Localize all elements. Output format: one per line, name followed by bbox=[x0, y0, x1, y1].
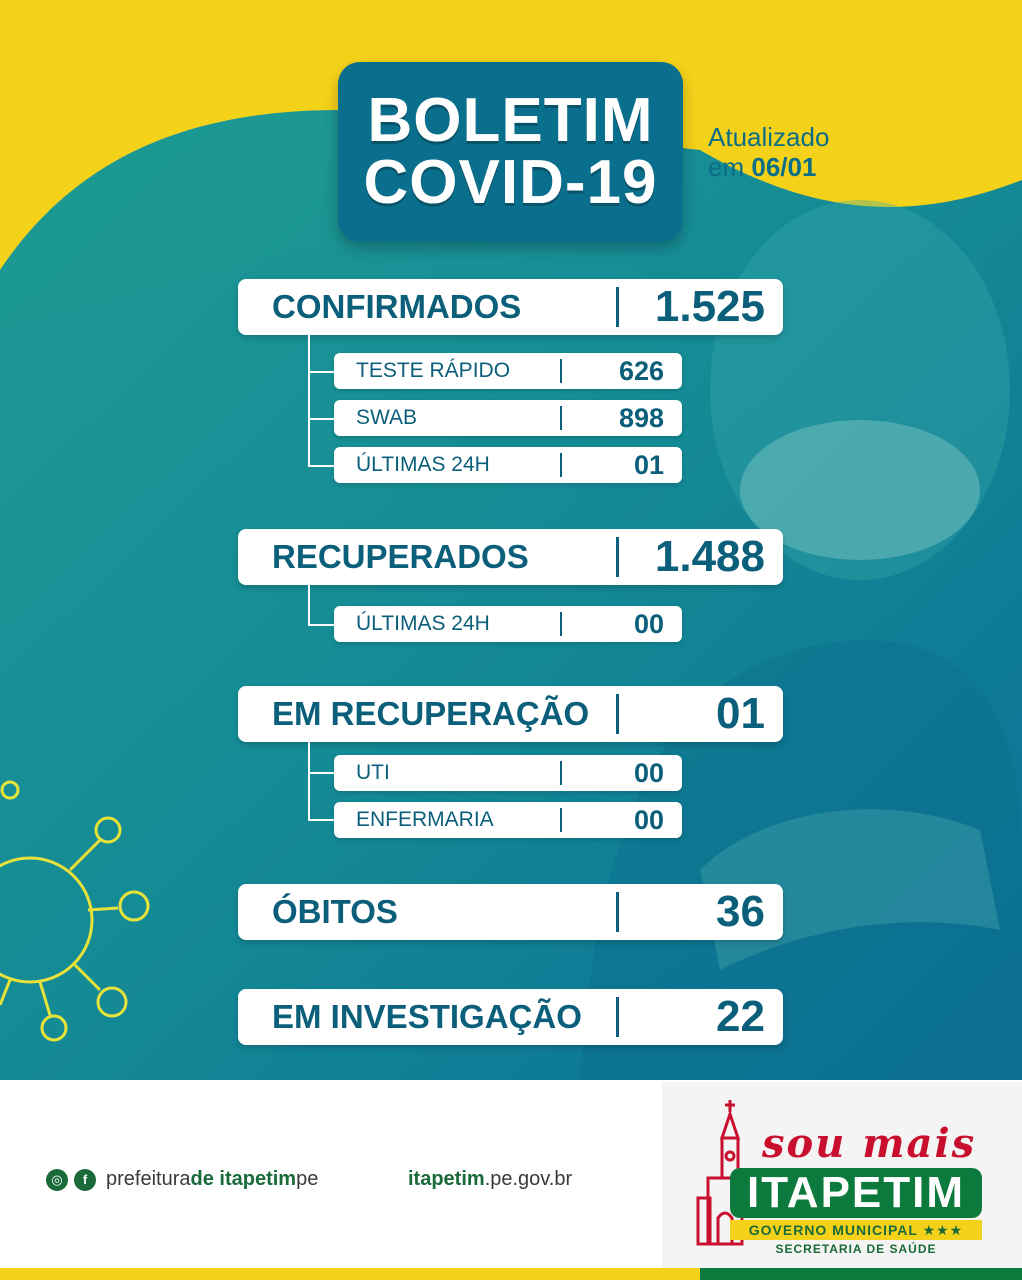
stat-label: RECUPERADOS bbox=[272, 538, 529, 575]
divider bbox=[560, 406, 562, 430]
tree-line bbox=[308, 585, 310, 625]
social-links bbox=[46, 1168, 318, 1191]
social-handle[interactable]: prefeiturade itapetimpe bbox=[106, 1168, 319, 1190]
stat-em-recuperacao bbox=[238, 686, 783, 742]
stat-value: 36 bbox=[716, 887, 765, 936]
divider bbox=[616, 997, 619, 1037]
footer-stripe-green bbox=[700, 1268, 1022, 1280]
divider bbox=[616, 694, 619, 734]
sub-stat-label: SWAB bbox=[356, 406, 418, 429]
tree-line bbox=[308, 742, 310, 820]
stat-value: 1.488 bbox=[654, 532, 765, 581]
sub-stat-swab bbox=[334, 400, 682, 436]
sub-stat-value: 00 bbox=[633, 758, 664, 788]
title-line-2: COVID-19 bbox=[363, 148, 658, 217]
sub-stat-value: 00 bbox=[633, 805, 664, 835]
divider bbox=[560, 808, 562, 832]
sub-stat-label: UTI bbox=[356, 761, 390, 784]
sub-stat-ultimas-24h bbox=[334, 447, 682, 483]
stat-value: 22 bbox=[716, 992, 765, 1041]
divider bbox=[560, 612, 562, 636]
sub-stat-value: 626 bbox=[618, 356, 664, 386]
stat-label: EM RECUPERAÇÃO bbox=[272, 695, 590, 732]
instagram-icon[interactable]: ◎ bbox=[46, 1169, 68, 1191]
sub-stat-enfermaria bbox=[334, 802, 682, 838]
sub-stat-teste-rapido bbox=[334, 353, 682, 389]
tree-line bbox=[308, 335, 310, 466]
sub-stat-value: 00 bbox=[633, 609, 664, 639]
site-domain-bold: itapetim bbox=[408, 1168, 485, 1190]
divider bbox=[616, 287, 619, 327]
stat-value: 1.525 bbox=[654, 282, 765, 331]
divider bbox=[560, 453, 562, 477]
sub-stat-uti bbox=[334, 755, 682, 791]
sub-stat-ultimas-24h bbox=[334, 606, 682, 642]
divider bbox=[560, 761, 562, 785]
logo-government: GOVERNO MUNICIPAL ★★★ bbox=[730, 1220, 982, 1240]
stat-label: ÓBITOS bbox=[272, 893, 398, 930]
footer-stripe bbox=[0, 1268, 1022, 1280]
sub-stat-label: ENFERMARIA bbox=[356, 808, 494, 831]
divider bbox=[616, 537, 619, 577]
tree-branch bbox=[308, 465, 334, 467]
tree-branch bbox=[308, 819, 334, 821]
updated-prefix: Atualizado bbox=[708, 122, 830, 152]
updated-date: 06/01 bbox=[751, 152, 817, 182]
logo-name: ITAPETIM bbox=[730, 1168, 982, 1218]
stat-label: CONFIRMADOS bbox=[272, 288, 522, 325]
sub-stat-label: ÚLTIMAS 24H bbox=[356, 612, 490, 635]
stat-confirmados bbox=[238, 279, 783, 335]
stat-em-investigacao bbox=[238, 989, 783, 1045]
logo-secretariat: SECRETARIA DE SAÚDE bbox=[775, 1242, 937, 1256]
virus-icon bbox=[0, 780, 170, 1050]
updated-em: em bbox=[708, 152, 745, 182]
title-line-1: BOLETIM bbox=[367, 86, 654, 155]
logo-tagline: sou mais bbox=[762, 1120, 977, 1167]
tree-branch bbox=[308, 418, 334, 420]
tree-branch bbox=[308, 624, 334, 626]
site-domain-suffix: .pe.gov.br bbox=[484, 1168, 573, 1190]
stat-value: 01 bbox=[716, 689, 765, 738]
stat-label: EM INVESTIGAÇÃO bbox=[272, 998, 582, 1035]
stat-obitos bbox=[238, 884, 783, 940]
facebook-icon[interactable]: f bbox=[74, 1169, 96, 1191]
tree-branch bbox=[308, 772, 334, 774]
sub-stat-label: TESTE RÁPIDO bbox=[356, 359, 511, 382]
stat-recuperados bbox=[238, 529, 783, 585]
sub-stat-value: 01 bbox=[633, 450, 664, 480]
updated-label bbox=[708, 122, 829, 182]
divider bbox=[560, 359, 562, 383]
divider bbox=[616, 892, 619, 932]
title-box bbox=[338, 62, 683, 242]
website-link[interactable] bbox=[408, 1168, 572, 1191]
sub-stat-label: ÚLTIMAS 24H bbox=[356, 453, 490, 476]
sub-stat-value: 898 bbox=[618, 403, 664, 433]
tree-branch bbox=[308, 371, 334, 373]
